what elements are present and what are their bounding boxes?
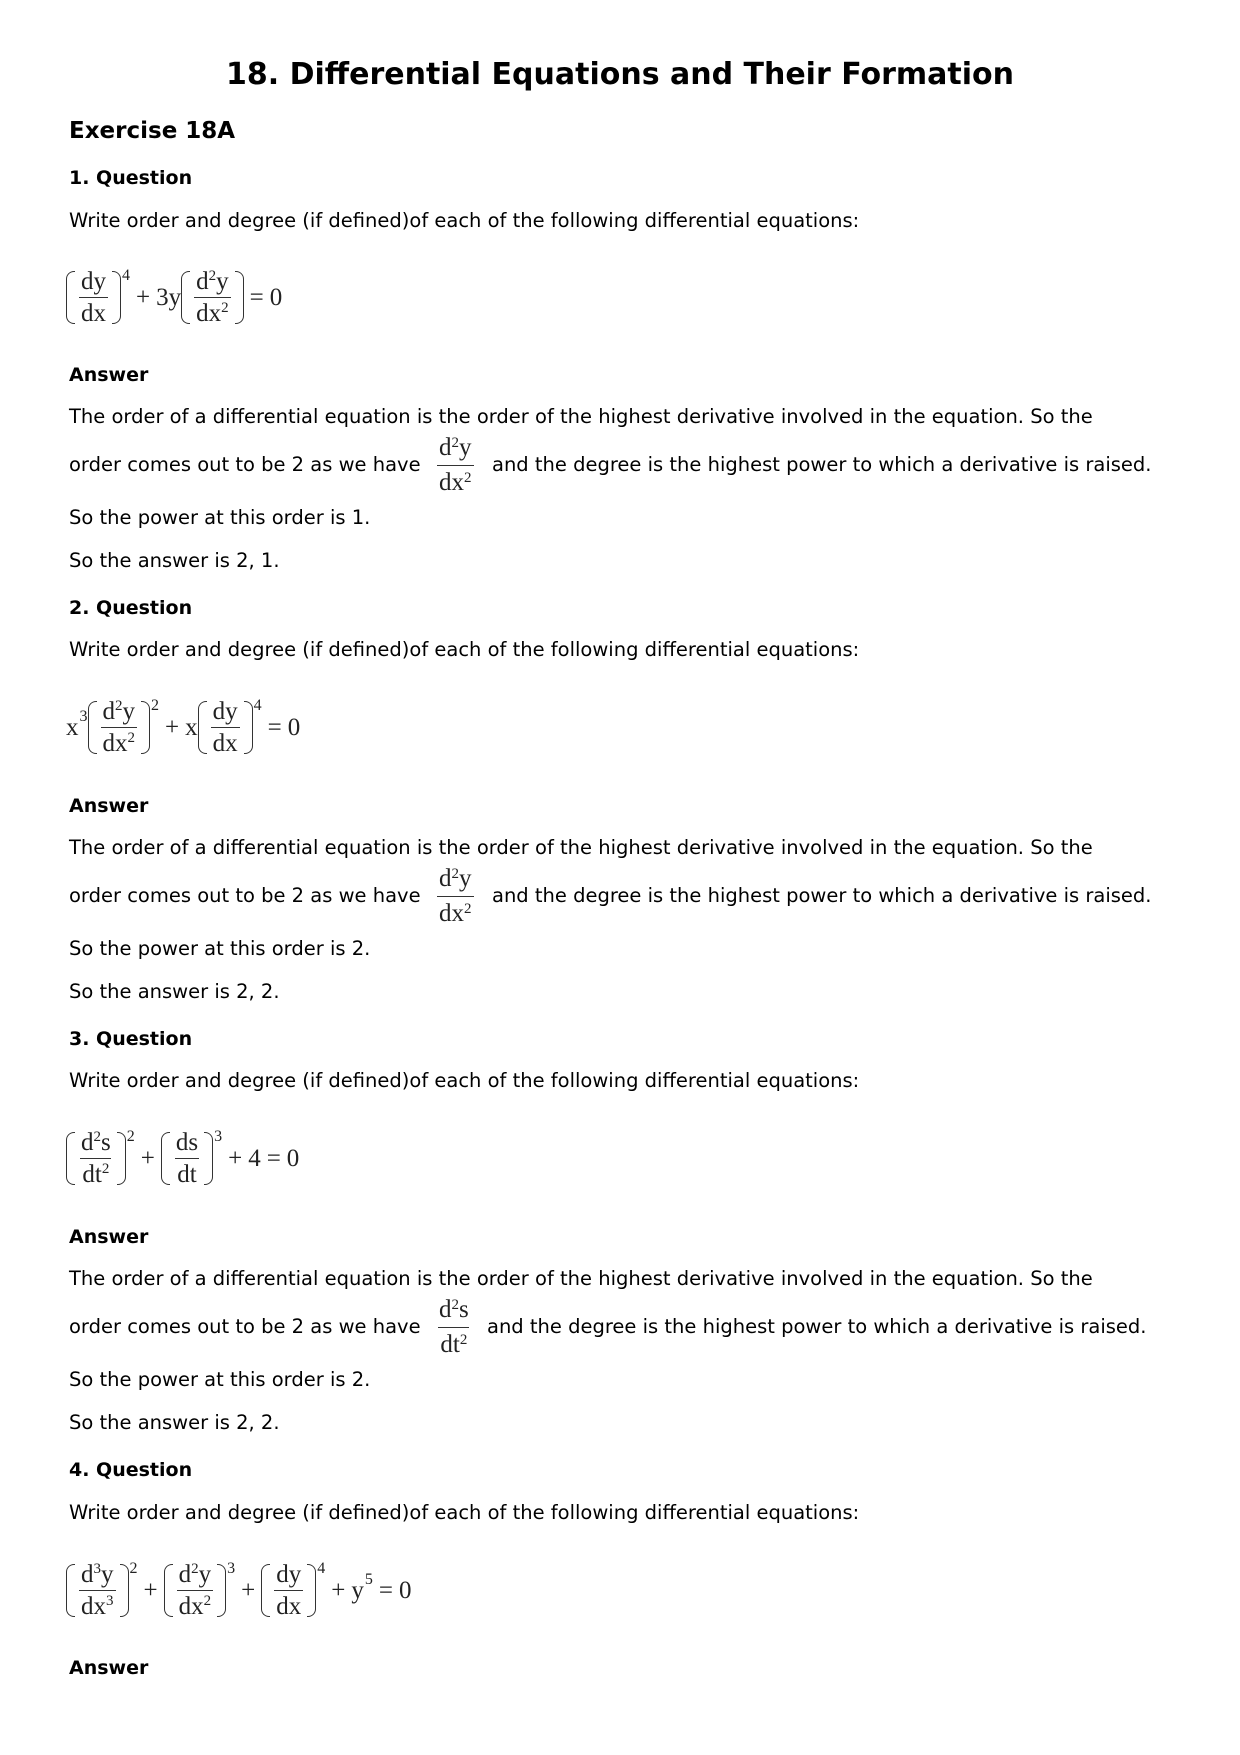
answer-heading: Answer	[69, 795, 149, 817]
answer-text: The order of a differential equation is the order of the highest derivative involved in the equation. So the	[69, 1267, 1093, 1290]
equation: $\frac{dy}{dx}$ 4 + 3y $\frac{d^2y}{dx^2}$ = 0	[66, 256, 282, 338]
inline-fraction: $\frac{d^2y}{dx^2}$	[439, 434, 472, 496]
equation: x 3 $\frac{d^2y}{dx^2}$ 2 + x $\frac{dy}{dx}$ 4 = 0	[66, 697, 301, 757]
question-prompt: Write order and degree (if defined)of each of the following differential equations:	[69, 1501, 860, 1524]
page-title: 18. Differential Equations and Their Formation	[226, 57, 1014, 92]
inline-fraction: $\frac{d^2s}{dt^2}$	[439, 1296, 469, 1358]
answer-text: So the answer is 2, 2.	[69, 980, 280, 1003]
question-heading: 1. Question	[69, 167, 193, 189]
answer-text: The order of a differential equation is the order of the highest derivative involved in the equation. So the	[69, 405, 1093, 428]
answer-text: So the power at this order is 1.	[69, 506, 371, 529]
answer-text: So the answer is 2, 1.	[69, 549, 280, 572]
answer-text: The order of a differential equation is the order of the highest derivative involved in the equation. So the	[69, 836, 1093, 859]
equation: $\frac{d^2s}{dt^2}$ 2 + $\frac{ds}{dt}$ 3 + 4 = 0	[66, 1117, 299, 1199]
question-heading: 3. Question	[69, 1028, 193, 1050]
question-prompt: Write order and degree (if defined)of each of the following differential equations:	[69, 209, 860, 232]
question-heading: 2. Question	[69, 597, 193, 619]
answer-heading: Answer	[69, 364, 149, 386]
answer-text: So the answer is 2, 2.	[69, 1411, 280, 1434]
question-heading: 4. Question	[69, 1459, 193, 1481]
answer-text: and the degree is the highest power to which a derivative is raised.	[487, 1315, 1147, 1338]
answer-text: order comes out to be 2 as we have	[69, 453, 421, 476]
equation: $\frac{d^3y}{dx^3}$ 2 + $\frac{d^2y}{dx^2}$ 3 + $\frac{dy}{dx}$ 4 + y 5 = 0	[66, 1549, 411, 1631]
answer-text: So the power at this order is 2.	[69, 1368, 371, 1391]
inline-fraction: $\frac{d^2y}{dx^2}$	[439, 865, 472, 927]
answer-text: order comes out to be 2 as we have	[69, 884, 421, 907]
exercise-heading: Exercise 18A	[69, 118, 236, 144]
answer-text: and the degree is the highest power to which a derivative is raised.	[492, 884, 1152, 907]
question-prompt: Write order and degree (if defined)of each of the following differential equations:	[69, 1069, 860, 1092]
answer-heading: Answer	[69, 1657, 149, 1679]
answer-text: and the degree is the highest power to which a derivative is raised.	[492, 453, 1152, 476]
answer-text: order comes out to be 2 as we have	[69, 1315, 421, 1338]
question-prompt: Write order and degree (if defined)of each of the following differential equations:	[69, 638, 860, 661]
answer-text: So the power at this order is 2.	[69, 937, 371, 960]
answer-heading: Answer	[69, 1226, 149, 1248]
